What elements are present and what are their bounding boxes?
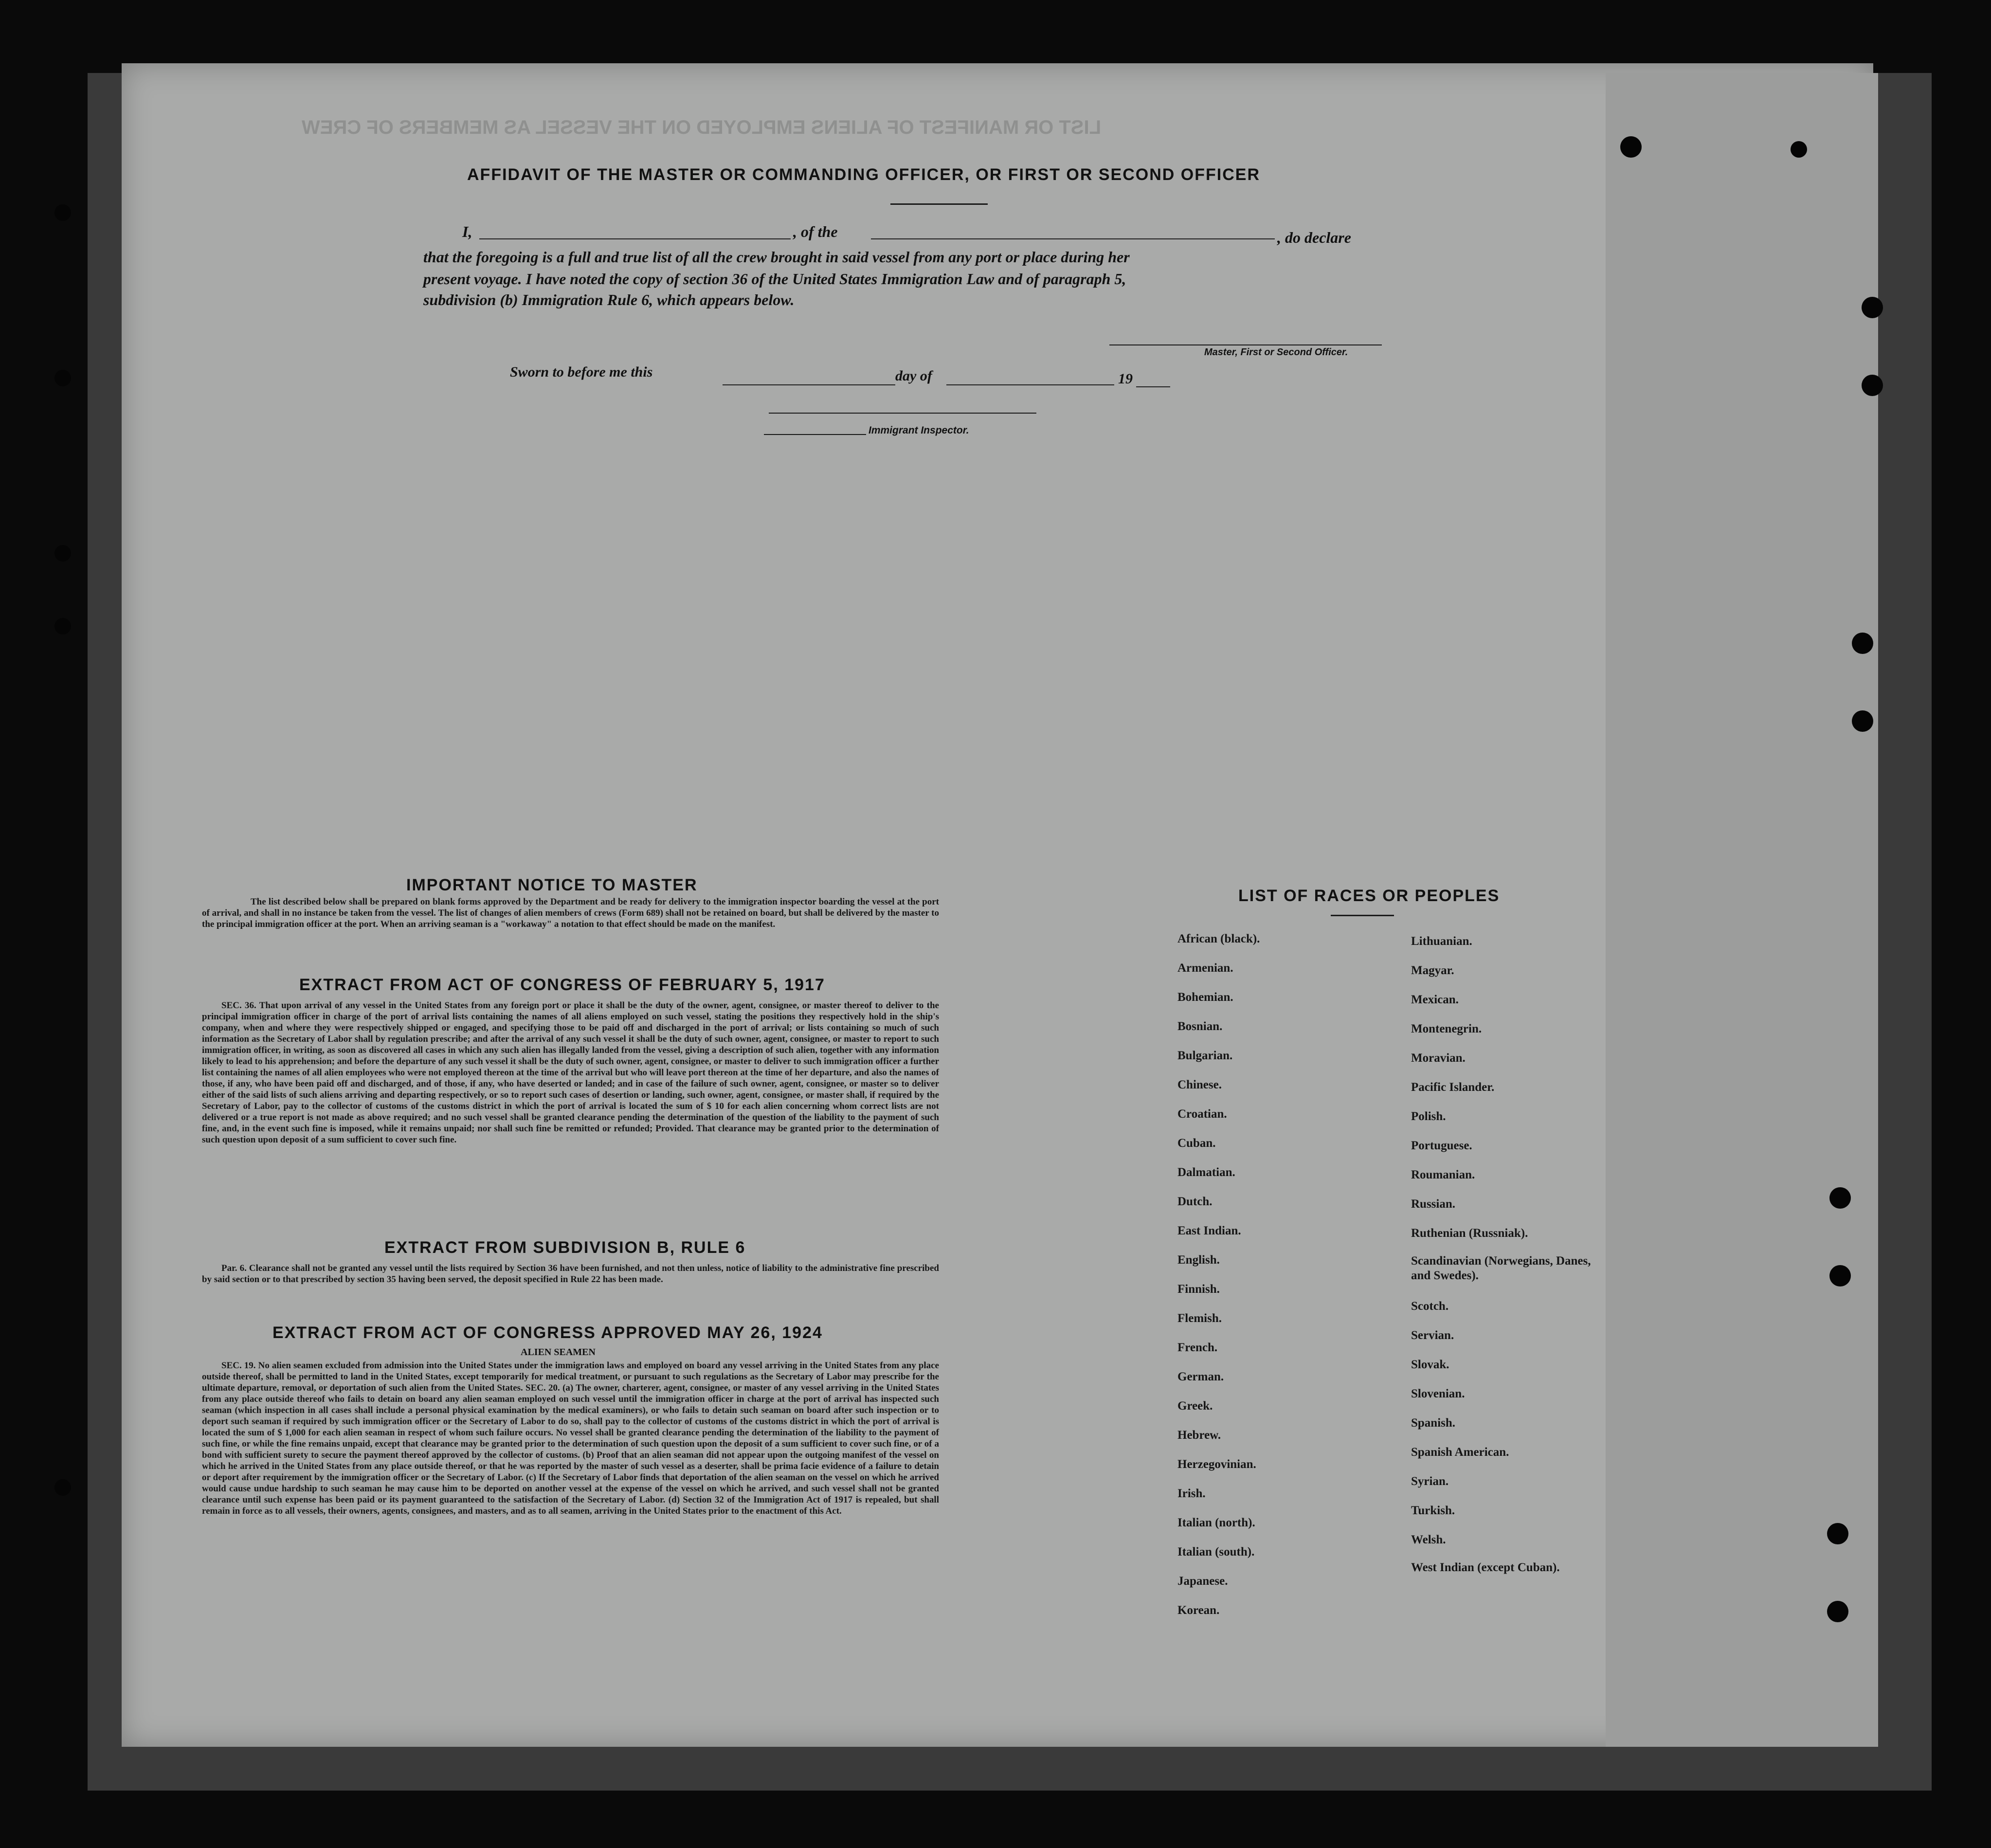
race-item: Cuban. bbox=[1177, 1137, 1216, 1150]
race-item: Spanish American. bbox=[1411, 1446, 1509, 1459]
race-item: Moravian. bbox=[1411, 1051, 1466, 1065]
race-item: Hebrew. bbox=[1177, 1429, 1221, 1442]
binder-hole bbox=[54, 204, 71, 221]
race-item: Polish. bbox=[1411, 1110, 1446, 1123]
binder-hole bbox=[1862, 375, 1883, 396]
underlying-sheet-edge bbox=[1606, 73, 1878, 1747]
race-item: Bulgarian. bbox=[1177, 1049, 1233, 1062]
affidavit-title: AFFIDAVIT OF THE MASTER OR COMMANDING OFFICER, OR FIRST OR SECOND OFFICER bbox=[467, 165, 1260, 184]
affidavit-line4: subdivision (b) Immigration Rule 6, which appears below. bbox=[423, 291, 795, 308]
races-title: LIST OF RACES OR PEOPLES bbox=[1238, 887, 1500, 905]
binder-hole bbox=[54, 370, 71, 386]
sworn-year-prefix: 19 bbox=[1118, 371, 1133, 387]
race-item: Pacific Islander. bbox=[1411, 1081, 1495, 1094]
race-item: Montenegrin. bbox=[1411, 1022, 1482, 1035]
race-item: Scotch. bbox=[1411, 1300, 1449, 1313]
binder-hole bbox=[1827, 1601, 1848, 1622]
race-item: Portuguese. bbox=[1411, 1139, 1472, 1152]
race-item: Mexican. bbox=[1411, 993, 1459, 1006]
race-item: Turkish. bbox=[1411, 1504, 1455, 1517]
extract-1917-text: SEC. 36. That upon arrival of any vessel in the United States from any foreign port or place it shall be the duty of the owner, agent, consignee, or master thereof to deliver to the principal immigration officer in charge of the port of arrival lists containing the names of all aliens employed on such vessel, stating the positions they respectively hold in the ship's company, when and where they were respectively shipped or engaged, and specifying those to be paid off and discharged in the port of arrival; or lists containing so much of such information as the Secretary of Labor shall by regulation prescribe; and after the arrival of any such vessel it shall be the duty of such owner, agent, consignee, or master to report to such immigration officer, in writing, as soon as discovered all cases in which any such alien has illegally landed from the vessel, giving a description of such alien, together with any information likely to lead to his apprehension; and before the departure of any such vessel it shall be the duty of such owner, agent, consignee, or master to deliver to such immigration officer a further list containing the names of all alien employees who were not employed thereon at the time of the arrival but who will leave port thereon at the time of her departure, and also the names of those, if any, who have been paid off and discharged, and of those, if any, who have deserted or landed; and in case of the failure of such owner, agent, consignee, or master so to deliver either of the said lists of such aliens arriving and departing respectively, or so to report such cases of desertion or landing, such owner, agent, consignee, or master shall, if required by the Secretary of Labor, pay to the collector of customs of the customs district in which the port of arrival is located the sum of $ 10 for each alien concerning whom correct lists are not delivered or a true report is not made as above required; and no such vessel shall be granted clearance pending the determination of the question of the liability to the payment of such fine, and, in the event such fine is imposed, while it remains unpaid; nor shall such fine be remitted or refunded; Provided. That clearance may be granted prior to the determination of such question upon deposit of a sum sufficient to cover such fine. bbox=[202, 1000, 939, 1145]
affidavit-line3: present voyage. I have noted the copy of section 36 of the United States Immigration Law and of paragraph 5, bbox=[423, 270, 1126, 288]
binder-hole bbox=[1852, 633, 1873, 654]
race-item: Bosnian. bbox=[1177, 1020, 1223, 1033]
notice-title: IMPORTANT NOTICE TO MASTER bbox=[406, 876, 698, 894]
binder-hole bbox=[1829, 1265, 1851, 1286]
race-item: Welsh. bbox=[1411, 1533, 1446, 1546]
binder-hole bbox=[54, 618, 71, 634]
race-item: Japanese. bbox=[1177, 1575, 1228, 1588]
race-item: African (black). bbox=[1177, 932, 1260, 945]
race-item: Scandinavian (Norwegians, Danes, and Swedes). bbox=[1411, 1254, 1591, 1282]
sworn-year-blank bbox=[1136, 386, 1170, 387]
race-item: Roumanian. bbox=[1411, 1168, 1475, 1181]
extract-1924-subtitle: ALIEN SEAMEN bbox=[521, 1347, 596, 1358]
race-item: Dalmatian. bbox=[1177, 1166, 1235, 1179]
race-item: Croatian. bbox=[1177, 1107, 1227, 1121]
race-item: Syrian. bbox=[1411, 1475, 1449, 1488]
race-item: Herzegovinian. bbox=[1177, 1458, 1256, 1471]
races-column-1 bbox=[1177, 924, 1260, 1625]
race-item: Armenian. bbox=[1177, 961, 1233, 975]
master-signature-label: Master, First or Second Officer. bbox=[1204, 347, 1348, 358]
affidavit-line2: that the foregoing is a full and true list of all the crew brought in said vessel from any port or place during her bbox=[423, 248, 1130, 266]
title-underline bbox=[890, 203, 988, 205]
race-item: Dutch. bbox=[1177, 1195, 1213, 1208]
race-item: Slovak. bbox=[1411, 1358, 1449, 1371]
race-item: Italian (south). bbox=[1177, 1545, 1255, 1558]
sworn-text-1: Sworn to before me this bbox=[510, 364, 653, 380]
binder-hole bbox=[1852, 710, 1873, 732]
name-blank bbox=[479, 238, 791, 239]
extract-1924-text: SEC. 19. No alien seamen excluded from admission into the United States under the immigration laws and employed on board any vessel arriving in the United States from any place outside thereof, shall be permitted to land in the United States, except temporarily for medical treatment, or pursuant to such regulations as the Secretary of Labor may prescribe for the ultimate departure, removal, or deportation of such alien from the United States. SEC. 20. (a) The owner, charterer, agent, consignee, or master of any vessel arriving in the United States from any place outside thereof who fails to detain on board any alien seaman employed on such vessel until the immigration officer in charge at the port of arrival has inspected such seaman (which inspection in all cases shall include a personal physical examination by the medical examiners), or who fails to detain such seaman on board after such inspection or to deport such seaman if required by such immigration officer or the Secretary of Labor to do so, shall pay to the collector of customs of the customs district in which the port of arrival is located the sum of $ 1,000 for each alien seaman in respect of whom such failure occurs. No vessel shall be granted clearance pending the determination of the liability to the payment of such fine, or while the fine remains unpaid, except that clearance may be granted prior to the determination of such question upon the deposit of a sum sufficient to cover such fine, or of a bond with sufficient surety to secure the payment thereof approved by the collector of customs. (b) Proof that an alien seaman did not appear upon the outgoing manifest of the vessel on which he arrived in the United States from any place outside thereof, or that he was reported by the master of such vessel as a deserter, shall be prima facie evidence of a failure to detain or deport after requirement by the immigration officer or the Secretary of Labor. (c) If the Secretary of Labor finds that deportation of the alien seaman on the vessel on which he arrived would cause undue hardship to such seaman he may cause him to be deported on another vessel at the expense of the vessel on which he arrived, and such vessel shall not be granted clearance until such expense has been paid or its payment guaranteed to the satisfaction of the Secretary of Labor. (d) Section 32 of the Immigration Act of 1917 is repealed, but shall remain in force as to all vessels, their owners, agents, consignees, and masters, and as to all seamen, arriving in the United States prior to the enactment of this Act. bbox=[202, 1360, 939, 1516]
inspector-line-lower bbox=[764, 434, 866, 435]
bleed-through-text: LIST OR MANIFEST OF ALIENS EMPLOYED ON THE VESSEL AS MEMBERS OF CREW bbox=[302, 117, 1102, 138]
race-item: Slovenian. bbox=[1411, 1387, 1465, 1400]
binder-hole bbox=[1829, 1187, 1851, 1209]
binder-hole bbox=[1620, 136, 1642, 158]
rule6-text: Par. 6. Clearance shall not be granted any vessel until the lists required by Section 36 have been furnished, and not then unless, notice of liability to the administrative fine prescribed by said section or to that prescribed by section 35 having been served, the deposit specified in Rule 22 has been made. bbox=[202, 1263, 939, 1285]
race-item: East Indian. bbox=[1177, 1224, 1241, 1237]
vessel-blank bbox=[871, 238, 1275, 239]
rule6-title: EXTRACT FROM SUBDIVISION B, RULE 6 bbox=[384, 1238, 746, 1257]
affidavit-line1-start: I, bbox=[462, 223, 472, 240]
races-title-underline bbox=[1331, 915, 1394, 916]
binder-hole bbox=[54, 545, 71, 562]
sworn-text-2: day of bbox=[895, 368, 932, 384]
race-item: Finnish. bbox=[1177, 1283, 1220, 1296]
race-item: Korean. bbox=[1177, 1604, 1220, 1617]
notice-text: The list described below shall be prepared on blank forms approved by the Department and be ready for delivery to the immigration inspector boarding the vessel at the port of arrival, and shall in no instance be taken from the vessel. The list of changes of alien members of crews (Form 689) shall not be retained on board, but shall be delivered by the master to the principal immigration officer at the port. When an arriving seaman is a "workaway" a notation to that effect should be made on the manifest. bbox=[202, 897, 939, 929]
binder-hole bbox=[1862, 297, 1883, 318]
race-item: Bohemian. bbox=[1177, 991, 1233, 1004]
race-item: Servian. bbox=[1411, 1329, 1454, 1342]
sworn-day-blank bbox=[723, 384, 895, 385]
race-item: English. bbox=[1177, 1253, 1220, 1267]
race-item: Lithuanian. bbox=[1411, 935, 1472, 948]
extract-1917-title: EXTRACT FROM ACT OF CONGRESS OF FEBRUARY 5, 1917 bbox=[299, 976, 825, 994]
race-item: West Indian (except Cuban). bbox=[1411, 1561, 1560, 1574]
binder-hole bbox=[1791, 141, 1807, 158]
affidavit-line1-mid: , of the bbox=[793, 223, 838, 240]
race-item: Flemish. bbox=[1177, 1312, 1222, 1325]
master-signature-line bbox=[1109, 344, 1382, 345]
inspector-line bbox=[769, 413, 1036, 414]
race-item: French. bbox=[1177, 1341, 1218, 1354]
race-item: Spanish. bbox=[1411, 1416, 1456, 1430]
sworn-month-blank bbox=[946, 384, 1114, 385]
race-item: Ruthenian (Russniak). bbox=[1411, 1227, 1528, 1240]
extract-1924-title: EXTRACT FROM ACT OF CONGRESS APPROVED MAY 26, 1924 bbox=[272, 1323, 823, 1342]
race-item: Chinese. bbox=[1177, 1078, 1222, 1091]
race-item: Italian (north). bbox=[1177, 1516, 1255, 1529]
inspector-label: Immigrant Inspector. bbox=[869, 425, 969, 436]
race-item: Greek. bbox=[1177, 1399, 1213, 1413]
race-item: Irish. bbox=[1177, 1487, 1206, 1500]
race-item: German. bbox=[1177, 1370, 1224, 1383]
race-item: Russian. bbox=[1411, 1197, 1456, 1211]
race-item: Magyar. bbox=[1411, 964, 1454, 977]
races-column-2 bbox=[1411, 927, 1596, 1598]
binder-hole bbox=[1827, 1523, 1848, 1544]
affidavit-line1-end: , do declare bbox=[1277, 229, 1351, 246]
binder-hole bbox=[54, 1479, 71, 1496]
